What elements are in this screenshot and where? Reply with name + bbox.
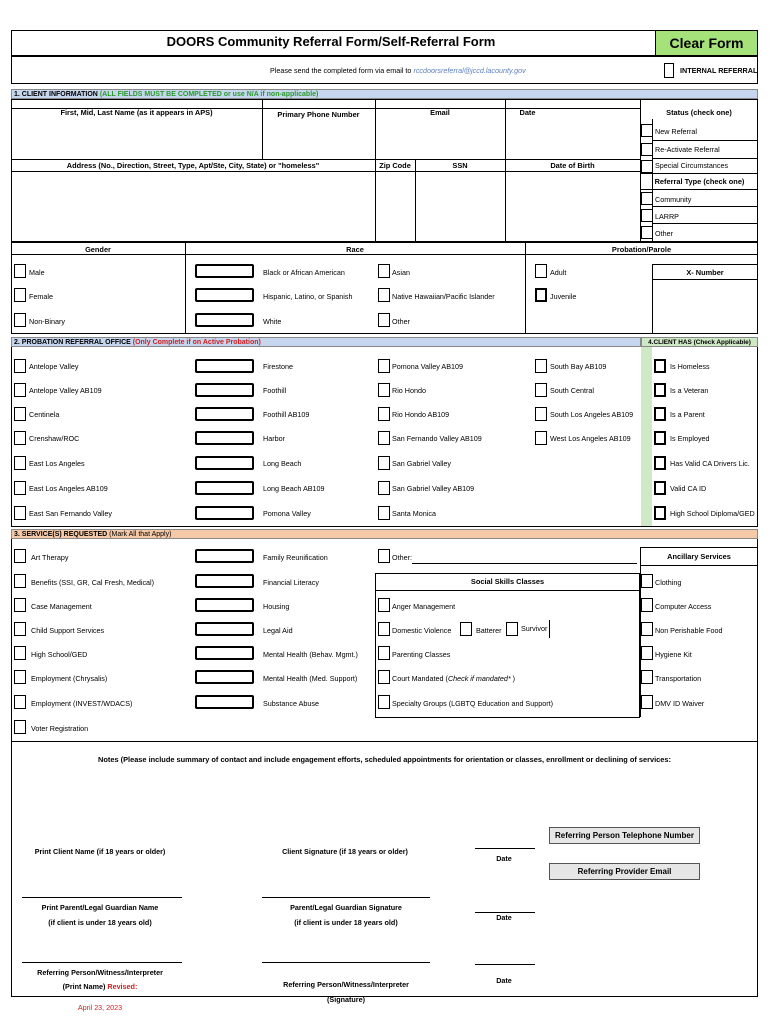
notes-field[interactable] (14, 770, 754, 820)
office-col2-6-checkbox[interactable] (195, 506, 254, 520)
office-col3-0-checkbox[interactable] (378, 359, 390, 373)
ancillary-0-checkbox[interactable] (641, 574, 653, 588)
social-court-checkbox[interactable] (378, 670, 390, 684)
office-col2-4-checkbox[interactable] (195, 456, 254, 470)
service-col2-2-checkbox[interactable] (195, 598, 254, 612)
client-has-2-label: Is a Parent (670, 410, 705, 419)
office-col2-3-checkbox[interactable] (195, 431, 254, 445)
office-col4-2-checkbox[interactable] (535, 407, 547, 421)
client-has-4-label: Has Valid CA Drivers Lic. (670, 459, 750, 468)
office-col3-1-checkbox[interactable] (378, 383, 390, 397)
client-has-6-checkbox[interactable] (654, 506, 666, 520)
race-pacific-checkbox[interactable] (378, 288, 390, 302)
service-col2-4-checkbox[interactable] (195, 646, 254, 660)
office-col4-3-label: West Los Angeles AB109 (550, 434, 631, 443)
service-col1-5-checkbox[interactable] (14, 670, 26, 684)
office-col3-4-label: San Gabriel Valley (392, 459, 451, 468)
section3-header: 3. SERVICE(S) REQUESTED (Mark All that Apply) (11, 529, 758, 539)
batterer-checkbox[interactable] (460, 622, 472, 636)
office-col3-5-checkbox[interactable] (378, 481, 390, 495)
ssn-header: SSN (452, 161, 468, 170)
gender-nonbinary-label: Non-Binary (29, 317, 65, 326)
ancillary-1-label: Computer Access (655, 602, 712, 611)
office-col1-5-label: East Los Angeles AB109 (29, 484, 108, 493)
client-has-3-checkbox[interactable] (654, 431, 666, 445)
office-col1-0-checkbox[interactable] (14, 359, 26, 373)
race-black-label: Black or African American (263, 268, 345, 277)
ancillary-2-label: Non Perishable Food (655, 626, 723, 635)
office-col1-4-label: East Los Angeles (29, 459, 85, 468)
race-other-label: Other (392, 317, 410, 326)
gender-male-label: Male (29, 268, 45, 277)
office-col2-5-checkbox[interactable] (195, 481, 254, 495)
revised-date: April 23, 2023 (77, 1003, 123, 1012)
xnumber-header: X- Number (686, 268, 724, 277)
client-has-5-checkbox[interactable] (654, 481, 666, 495)
social-specialty-checkbox[interactable] (378, 695, 390, 709)
service-col1-4-label: High School/GED (31, 650, 88, 659)
social-court-label: Court Mandated (Check if mandated* ) (392, 674, 516, 683)
office-col3-6-checkbox[interactable] (378, 506, 390, 520)
service-col1-1-checkbox[interactable] (14, 574, 26, 588)
office-col4-1-checkbox[interactable] (535, 383, 547, 397)
race-hispanic-checkbox[interactable] (195, 288, 254, 302)
email-field[interactable] (375, 109, 505, 159)
client-signature-label: Client Signature (if 18 years or older) (282, 847, 408, 856)
client-has-0-checkbox[interactable] (654, 359, 666, 373)
service-col1-2-checkbox[interactable] (14, 598, 26, 612)
social-anger-label: Anger Management (392, 602, 456, 611)
status-reactivate-checkbox[interactable] (641, 143, 653, 156)
client-has-5-label: Valid CA ID (670, 484, 707, 493)
type-community-checkbox[interactable] (641, 192, 653, 205)
office-col3-1-label: Rio Hondo (392, 386, 426, 395)
status-special-checkbox[interactable] (641, 160, 653, 173)
office-col4-0-label: South Bay AB109 (550, 362, 607, 371)
office-col3-3-checkbox[interactable] (378, 431, 390, 445)
ancillary-5-checkbox[interactable] (641, 695, 653, 709)
probation-juvenile-checkbox[interactable] (535, 288, 547, 302)
ancillary-3-label: Hygiene Kit (655, 650, 692, 659)
service-col2-3-checkbox[interactable] (195, 622, 254, 636)
office-col3-4-checkbox[interactable] (378, 456, 390, 470)
race-header: Race (346, 245, 364, 254)
race-white-label: White (263, 317, 282, 326)
zip-field[interactable] (375, 172, 415, 242)
service-col1-0-label: Art Therapy (31, 553, 69, 562)
service-col2-2-label: Housing (263, 602, 290, 611)
service-col1-3-label: Child Support Services (31, 626, 105, 635)
service-col2-3-label: Legal Aid (263, 626, 293, 635)
date-field[interactable] (505, 109, 640, 159)
survivor-checkbox[interactable] (506, 622, 518, 636)
email-note: Please send the completed form via email to rccdoorsreferral@jccd.lacounty.gov (270, 66, 526, 75)
client-has-1-checkbox[interactable] (654, 383, 666, 397)
client-has-0-label: Is Homeless (670, 362, 710, 371)
ancillary-1-checkbox[interactable] (641, 598, 653, 612)
race-pacific-label: Native Hawaiian/Pacific Islander (392, 292, 495, 301)
race-asian-label: Asian (392, 268, 410, 277)
ancillary-header: Ancillary Services (667, 552, 731, 561)
client-date-label: Date (496, 854, 512, 863)
service-col2-0-label: Family Reunification (263, 553, 328, 562)
service-col2-1-label: Financial Literacy (263, 578, 319, 587)
office-col2-1-checkbox[interactable] (195, 383, 254, 397)
section2-header: 2. PROBATION REFERRAL OFFICE (Only Complete if on Active Probation) (11, 337, 641, 347)
office-col1-1-checkbox[interactable] (14, 383, 26, 397)
social-dv-checkbox[interactable] (378, 622, 390, 636)
service-col1-4-checkbox[interactable] (14, 646, 26, 660)
service-col2-5-checkbox[interactable] (195, 670, 254, 684)
ancillary-4-checkbox[interactable] (641, 670, 653, 684)
referral-type-header: Referral Type (check one) (654, 177, 745, 186)
office-col4-1-label: South Central (550, 386, 594, 395)
phone-header: Primary Phone Number (277, 110, 360, 119)
witness-signature-label: Referring Person/Witness/Interpreter (Signature) (283, 980, 409, 1004)
address-field[interactable] (11, 172, 375, 242)
ancillary-5-label: DMV ID Waiver (655, 699, 705, 708)
xnumber-field[interactable] (653, 280, 757, 334)
office-col2-6-label: Pomona Valley (263, 509, 311, 518)
gender-female-checkbox[interactable] (14, 288, 26, 302)
office-col1-4-checkbox[interactable] (14, 456, 26, 470)
status-new-label: New Referral (655, 127, 697, 136)
office-col2-2-checkbox[interactable] (195, 407, 254, 421)
service-col2-5-label: Mental Health (Med. Support) (263, 674, 358, 683)
clear-form-button[interactable]: Clear Form (655, 30, 758, 56)
office-col4-2-label: South Los Angeles AB109 (550, 410, 634, 419)
gender-header: Gender (85, 245, 111, 254)
service-col1-7-checkbox[interactable] (14, 720, 26, 734)
status-reactivate-label: Re-Activate Referral (655, 145, 720, 154)
address-header: Address (No., Direction, Street, Type, Apt/Ste, City, State) or "homeless" (66, 161, 320, 170)
probation-adult-checkbox[interactable] (535, 264, 547, 278)
service-col1-7-label: Voter Registration (31, 724, 89, 733)
type-larrp-label: LARRP (655, 212, 679, 221)
office-col1-2-checkbox[interactable] (14, 407, 26, 421)
internal-referral-label: INTERNAL REFERRAL (680, 66, 758, 75)
client-has-header: 4.CLIENT HAS (Check Applicable) (641, 337, 758, 347)
office-col1-1-label: Antelope Valley AB109 (29, 386, 102, 395)
service-col1-0-checkbox[interactable] (14, 549, 26, 563)
form-title: DOORS Community Referral Form/Self-Referral Form (166, 34, 496, 49)
office-col3-2-checkbox[interactable] (378, 407, 390, 421)
office-col1-3-label: Crenshaw/ROC (29, 434, 80, 443)
ancillary-3-checkbox[interactable] (641, 646, 653, 660)
office-col2-5-label: Long Beach AB109 (263, 484, 325, 493)
race-asian-checkbox[interactable] (378, 264, 390, 278)
client-has-4-checkbox[interactable] (654, 456, 666, 470)
service-col2-4-label: Mental Health (Behav. Mgmt.) (263, 650, 358, 659)
service-col2-1-checkbox[interactable] (195, 574, 254, 588)
office-col2-0-checkbox[interactable] (195, 359, 254, 373)
office-col1-5-checkbox[interactable] (14, 481, 26, 495)
section1-header: 1. CLIENT INFORMATION (ALL FIELDS MUST BE COMPLETED or use N/A if non-applicable) (11, 89, 758, 99)
race-other-checkbox[interactable] (378, 313, 390, 327)
ancillary-4-label: Transportation (655, 674, 702, 683)
ref-email-label: Referring Provider Email (549, 863, 700, 880)
probation-juvenile-label: Juvenile (550, 292, 577, 301)
witness-print-label: Referring Person/Witness/Interpreter (Print Name) Revised: (37, 968, 163, 991)
probation-header: Probation/Parole (611, 245, 672, 254)
service-col1-6-checkbox[interactable] (14, 695, 26, 709)
client-has-2-checkbox[interactable] (654, 407, 666, 421)
social-dv-label: Domestic Violence (392, 626, 452, 635)
referral-email-link[interactable]: rccdoorsreferral@jccd.lacounty.gov (413, 66, 526, 75)
service-col1-5-label: Employment (Chrysalis) (31, 674, 108, 683)
internal-referral-checkbox[interactable] (664, 63, 674, 78)
service-col2-6-checkbox[interactable] (195, 695, 254, 709)
office-col1-2-label: Centinela (29, 410, 60, 419)
gender-nonbinary-checkbox[interactable] (14, 313, 26, 327)
office-col1-6-checkbox[interactable] (14, 506, 26, 520)
ssn-field[interactable] (415, 172, 505, 242)
service-col1-2-label: Case Management (31, 602, 92, 611)
office-col3-3-label: San Fernando Valley AB109 (392, 434, 482, 443)
social-parenting-checkbox[interactable] (378, 646, 390, 660)
status-header: Status (check one) (666, 108, 732, 117)
dob-field[interactable] (505, 172, 640, 242)
parent-date-label: Date (496, 913, 512, 922)
social-specialty-label: Specialty Groups (LGBTQ Education and Support) (392, 699, 554, 708)
parent-signature-label: Parent/Legal Guardian Signature (if client is under 18 years old) (290, 903, 402, 927)
race-hispanic-label: Hispanic, Latino, or Spanish (263, 292, 353, 301)
zip-header: Zip Code (379, 161, 411, 170)
race-white-checkbox[interactable] (195, 313, 254, 327)
client-has-1-label: Is a Veteran (670, 386, 709, 395)
social-skills-header: Social Skills Classes (470, 577, 545, 586)
batterer-label: Batterer (476, 626, 502, 635)
office-col3-6-label: Santa Monica (392, 509, 436, 518)
gender-female-label: Female (29, 292, 53, 301)
date-header: Date (519, 108, 536, 117)
social-anger-checkbox[interactable] (378, 598, 390, 612)
social-parenting-label: Parenting Classes (392, 650, 451, 659)
status-new-checkbox[interactable] (641, 124, 653, 137)
office-col2-1-label: Foothill (263, 386, 287, 395)
survivor-label: Survivor (521, 624, 548, 633)
witness-date-label: Date (496, 976, 512, 985)
office-col3-0-label: Pomona Valley AB109 (392, 362, 463, 371)
social-skills-box (375, 573, 640, 718)
type-community-label: Community (655, 195, 692, 204)
notes-label: Notes (Please include summary of contact and include engagement efforts, scheduled appointments for orientation or classes, enrollment or declining of services: (98, 755, 671, 764)
service-other-field[interactable] (412, 550, 637, 563)
type-other-checkbox[interactable] (641, 226, 653, 239)
office-col2-0-label: Firestone (263, 362, 293, 371)
print-client-label: Print Client Name (if 18 years or older) (34, 847, 166, 856)
office-col2-2-label: Foothill AB109 (263, 410, 310, 419)
office-col1-0-label: Antelope Valley (29, 362, 79, 371)
parent-print-label: Print Parent/Legal Guardian Name (if client is under 18 years old) (41, 903, 159, 927)
service-other-checkbox[interactable] (378, 549, 390, 563)
client-has-3-label: Is Employed (670, 434, 710, 443)
office-col1-3-checkbox[interactable] (14, 431, 26, 445)
client-has-6-label: High School Diploma/GED (670, 509, 755, 518)
service-col2-0-checkbox[interactable] (195, 549, 254, 563)
type-larrp-checkbox[interactable] (641, 209, 653, 222)
type-other-label: Other (655, 229, 673, 238)
office-col3-5-label: San Gabriel Valley AB109 (392, 484, 475, 493)
service-col1-1-label: Benefits (SSI, GR, Cal Fresh, Medical) (31, 578, 155, 587)
office-col4-0-checkbox[interactable] (535, 359, 547, 373)
phone-field[interactable] (262, 119, 375, 159)
name-header: First, Mid, Last Name (as it appears in APS) (60, 108, 213, 117)
gender-male-checkbox[interactable] (14, 264, 26, 278)
service-other-label: Other: (392, 553, 412, 562)
service-col2-6-label: Substance Abuse (263, 699, 319, 708)
race-black-checkbox[interactable] (195, 264, 254, 278)
office-col4-3-checkbox[interactable] (535, 431, 547, 445)
office-col2-4-label: Long Beach (263, 459, 302, 468)
probation-adult-label: Adult (550, 268, 567, 277)
service-col1-3-checkbox[interactable] (14, 622, 26, 636)
email-header: Email (430, 108, 450, 117)
name-field[interactable] (11, 109, 262, 159)
ref-phone-label: Referring Person Telephone Number (549, 827, 700, 844)
service-col1-6-label: Employment (INVEST/WDACS) (31, 699, 133, 708)
dob-header: Date of Birth (550, 161, 595, 170)
ancillary-0-label: Clothing (655, 578, 682, 587)
status-special-label: Special Circumstances (655, 161, 729, 170)
office-col1-6-label: East San Fernando Valley (29, 509, 112, 518)
ancillary-2-checkbox[interactable] (641, 622, 653, 636)
office-col2-3-label: Harbor (263, 434, 285, 443)
office-col3-2-label: Rio Hondo AB109 (392, 410, 450, 419)
